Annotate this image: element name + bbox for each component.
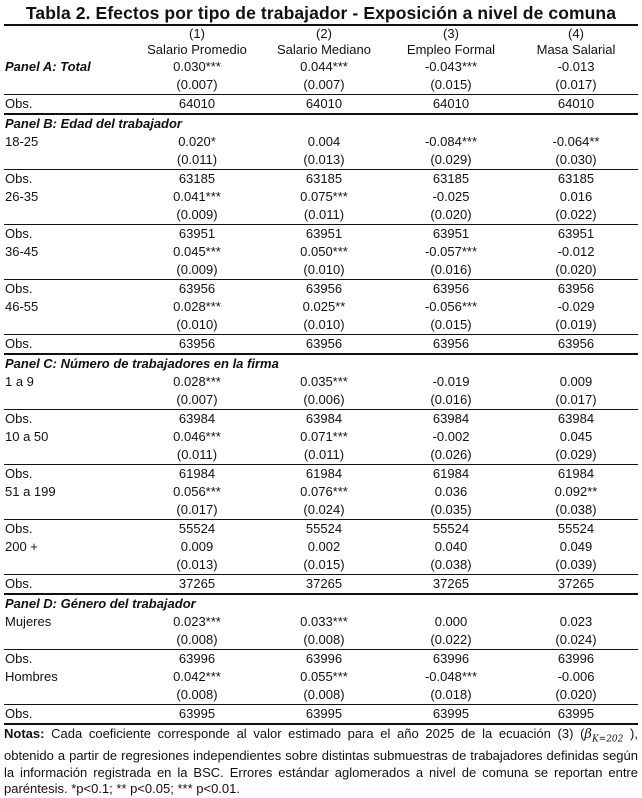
coef-cell: 0.020* [178,134,216,149]
obs-row [4,170,638,189]
coef-cell: -0.043*** [424,59,478,74]
obs-cell: 63984 [260,410,388,429]
obs-row [4,410,638,429]
coef-cell: 0.092** [554,484,598,499]
table-title: Tabla 2. Efectos por tipo de trabajador - Exposición a nivel de comuna [25,3,617,23]
coef-cell: 0.075*** [300,189,348,204]
obs-cell: 64010 [388,95,514,115]
row-label: 46-55 [5,299,39,314]
column-number: (2) [260,25,388,42]
column-header: Salario Promedio [147,42,247,57]
table-notes [4,726,638,798]
obs-cell: 55524 [514,520,638,539]
column-header: Salario Mediano [277,42,371,57]
obs-label: Obs. [4,705,134,725]
obs-label: Obs. [4,335,134,355]
se-cell: (0.024) [303,502,345,517]
se-cell: (0.015) [430,77,472,92]
coef-cell: 0.041*** [173,189,221,204]
row-label: 200 + [5,539,38,554]
se-cell: (0.009) [176,207,218,222]
empty-cell [4,316,134,335]
se-cell: (0.022) [430,632,472,647]
se-cell: (0.017) [176,502,218,517]
obs-cell: 63956 [388,335,514,355]
coef-cell: 0.030*** [173,59,221,74]
obs-cell: 61984 [260,465,388,484]
row-label: 36-45 [5,244,39,259]
obs-cell: 61984 [134,465,260,484]
obs-cell: 61984 [388,465,514,484]
coef-row [4,668,638,686]
se-cell: (0.008) [303,687,345,702]
obs-cell: 64010 [134,95,260,115]
obs-row [4,225,638,244]
obs-cell: 55524 [134,520,260,539]
coef-cell: 0.028*** [173,374,221,389]
coef-cell: 0.009 [180,539,214,554]
se-cell: (0.018) [430,687,472,702]
se-cell: (0.038) [430,557,472,572]
se-cell: (0.016) [430,392,472,407]
panelB-title-row [4,114,638,133]
obs-cell: 37265 [388,575,514,595]
obs-cell: 37265 [134,575,260,595]
coef-cell: -0.002 [432,429,470,444]
row-label: 1 a 9 [5,374,34,389]
se-row [4,151,638,170]
se-cell: (0.017) [555,392,597,407]
se-cell: (0.022) [555,207,597,222]
obs-row [4,520,638,539]
beta-symbol [584,727,624,745]
header-numbers-row [4,25,638,42]
empty-cell [4,446,134,465]
coef-cell: 0.044*** [300,59,348,74]
coef-row [4,428,638,446]
empty-cell [4,501,134,520]
coef-cell: -0.006 [557,669,595,684]
coef-row [4,483,638,501]
obs-cell: 63951 [388,225,514,244]
obs-cell: 63996 [514,650,638,669]
obs-row [4,575,638,595]
row-label: Hombres [5,669,58,684]
obs-cell: 61984 [514,465,638,484]
empty-cell [4,556,134,575]
coef-cell: 0.028*** [173,299,221,314]
se-cell: (0.029) [430,152,472,167]
obs-row [4,335,638,355]
se-cell: (0.017) [555,77,597,92]
obs-cell: 63984 [134,410,260,429]
obs-cell: 55524 [388,520,514,539]
obs-cell: 63995 [514,705,638,725]
se-cell: (0.026) [430,447,472,462]
obs-cell: 63956 [134,335,260,355]
obs-cell: 63995 [134,705,260,725]
notes-text-2: ), obtenido a partir de regresiones independientes sobre distintas submuestras de trabajadores definidas según la información registrada en la BSC. Errores estándar aglomerados a nivel de comuna se reportan entre paréntesis. *p<0.1; ** p<0.05; *** p<0.01. [4,726,638,797]
coef-cell: 0.009 [559,374,593,389]
obs-cell: 63956 [260,335,388,355]
se-cell: (0.020) [430,207,472,222]
coef-row [4,298,638,316]
coef-cell: 0.004 [307,134,341,149]
se-cell: (0.007) [303,77,345,92]
results-table [4,24,638,725]
column-header: Empleo Formal [406,42,496,57]
coef-cell: -0.084*** [424,134,478,149]
obs-cell: 63956 [260,280,388,299]
panel-a-se-row [4,76,638,95]
empty-cell [4,261,134,280]
row-label: 10 a 50 [5,429,49,444]
panelC-title-row [4,354,638,373]
se-cell: (0.013) [303,152,345,167]
header-labels-row [4,42,638,58]
se-row [4,501,638,520]
se-cell: (0.035) [430,502,472,517]
obs-label: Obs. [4,575,134,595]
obs-cell: 63185 [514,170,638,189]
row-label: 26-35 [5,189,39,204]
se-cell: (0.009) [176,262,218,277]
column-header: Masa Salarial [536,42,616,57]
coef-cell: -0.057*** [424,244,478,259]
coef-cell: -0.029 [557,299,595,314]
obs-cell: 63956 [514,335,638,355]
beta-subscript: K=202 [591,734,624,745]
se-cell: (0.039) [555,557,597,572]
se-cell: (0.019) [555,317,597,332]
obs-cell: 63984 [388,410,514,429]
coef-cell: -0.025 [432,189,470,204]
coef-cell: -0.019 [432,374,470,389]
obs-cell: 63956 [134,280,260,299]
empty-cell [4,206,134,225]
obs-label: Obs. [4,465,134,484]
row-label: 18-25 [5,134,39,149]
obs-cell: 37265 [514,575,638,595]
row-label: Mujeres [5,614,52,629]
coef-cell: 0.076*** [300,484,348,499]
obs-cell: 63996 [260,650,388,669]
coef-cell: 0.071*** [300,429,348,444]
panelD-title-row [4,594,638,613]
obs-cell: 55524 [260,520,388,539]
coef-cell: 0.045 [559,429,593,444]
coef-cell: 0.033*** [300,614,348,629]
obs-label: Obs. [4,225,134,244]
empty-cell [4,631,134,650]
obs-cell: 63996 [134,650,260,669]
se-cell: (0.020) [555,687,597,702]
coef-cell: 0.049 [559,539,593,554]
se-cell: (0.007) [176,392,218,407]
se-row [4,446,638,465]
empty-cell [4,151,134,170]
obs-label: Obs. [4,170,134,189]
se-cell: (0.020) [555,262,597,277]
obs-cell: 64010 [514,95,638,115]
se-cell: (0.011) [176,447,218,462]
se-cell: (0.011) [176,152,218,167]
coef-row [4,133,638,151]
se-cell: (0.015) [303,557,345,572]
coef-row [4,243,638,261]
se-cell: (0.010) [176,317,218,332]
coef-cell: 0.040 [434,539,468,554]
coef-cell: 0.045*** [173,244,221,259]
row-label: 51 a 199 [5,484,56,499]
obs-row [4,705,638,725]
obs-cell: 64010 [260,95,388,115]
se-cell: (0.024) [555,632,597,647]
se-cell: (0.029) [555,447,597,462]
coef-row [4,613,638,631]
column-number: (3) [388,25,514,42]
obs-cell: 63984 [514,410,638,429]
coef-cell: 0.036 [434,484,468,499]
se-cell: (0.008) [176,632,218,647]
se-row [4,206,638,225]
se-row [4,261,638,280]
coef-cell: 0.042*** [173,669,221,684]
obs-cell: 63951 [260,225,388,244]
se-cell: (0.011) [303,447,345,462]
panel-a-obs-row [4,95,638,115]
se-cell: (0.008) [176,687,218,702]
coef-cell: -0.012 [557,244,595,259]
obs-cell: 63956 [514,280,638,299]
obs-cell: 37265 [260,575,388,595]
se-cell: (0.013) [176,557,218,572]
se-cell: (0.011) [303,207,345,222]
se-cell: (0.015) [430,317,472,332]
obs-cell: 63951 [134,225,260,244]
coef-cell: 0.025** [302,299,346,314]
coef-cell: 0.002 [307,539,341,554]
se-cell: (0.038) [555,502,597,517]
se-cell: (0.010) [303,262,345,277]
obs-cell: 63996 [388,650,514,669]
coef-cell: 0.035*** [300,374,348,389]
coef-cell: -0.048*** [424,669,478,684]
se-row [4,556,638,575]
se-cell: (0.030) [555,152,597,167]
coef-row [4,373,638,391]
empty-cell [4,686,134,705]
column-number: (4) [514,25,638,42]
se-cell: (0.007) [176,77,218,92]
obs-cell: 63185 [260,170,388,189]
obs-cell: 63995 [388,705,514,725]
coef-cell: -0.013 [557,59,595,74]
obs-cell: 63185 [388,170,514,189]
coef-cell: -0.056*** [424,299,478,314]
panel-title: Panel B: Edad del trabajador [5,116,182,131]
coef-cell: 0.046*** [173,429,221,444]
column-number: (1) [134,25,260,42]
coef-cell: 0.000 [434,614,468,629]
obs-cell: 63956 [388,280,514,299]
se-row [4,686,638,705]
coef-cell: -0.064** [552,134,600,149]
coef-row [4,188,638,206]
panel-title: Panel D: Género del trabajador [5,596,196,611]
se-row [4,631,638,650]
panel-title: Panel C: Número de trabajadores en la firma [5,356,279,371]
se-cell: (0.016) [430,262,472,277]
obs-label: Obs. [4,520,134,539]
se-cell: (0.010) [303,317,345,332]
se-cell: (0.008) [303,632,345,647]
obs-label: Obs. [4,410,134,429]
se-row [4,391,638,410]
obs-cell: 63951 [514,225,638,244]
panel-title: Panel A: Total [5,59,91,74]
beta-letter: β [584,727,592,742]
obs-cell: 63995 [260,705,388,725]
obs-row [4,280,638,299]
obs-row [4,465,638,484]
empty-cell [4,391,134,410]
obs-label: Obs. [4,280,134,299]
obs-label: Obs. [4,650,134,669]
coef-row [4,538,638,556]
obs-cell: 63185 [134,170,260,189]
coef-cell: 0.023 [559,614,593,629]
coef-cell: 0.050*** [300,244,348,259]
se-row [4,316,638,335]
coef-cell: 0.056*** [173,484,221,499]
coef-cell: 0.023*** [173,614,221,629]
coef-cell: 0.016 [559,189,593,204]
obs-label: Obs. [4,95,134,115]
notes-label: Notas: [4,726,45,741]
panel-a-title-row [4,58,638,76]
notes-text-1: Cada coeficiente corresponde al valor estimado para el año 2025 de la ecuación (3) ( [51,726,585,741]
coef-cell: 0.055*** [300,669,348,684]
se-cell: (0.006) [303,392,345,407]
obs-row [4,650,638,669]
